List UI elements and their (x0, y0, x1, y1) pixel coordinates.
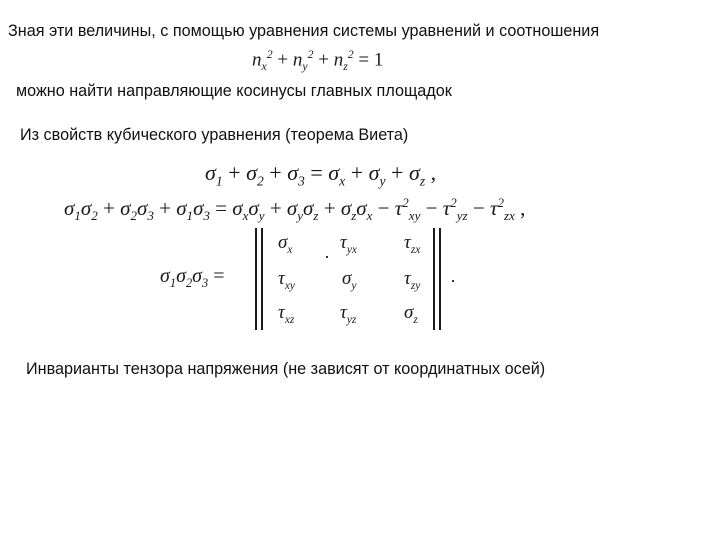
matrix-cell-sigma-x: $\sigma_x$ (278, 232, 293, 256)
artifact-dot (326, 256, 328, 258)
invariants-text: Инварианты тензора напряжения (не зависят от координатных осей) (26, 360, 546, 378)
matrix-cell-tau-yx: $\tau_{yx}$ (340, 232, 357, 256)
determinant-bar-left-inner (261, 228, 263, 330)
normalization-equation: $n_x^2 + n_y^2 + n_z^2 = 1$ (252, 48, 384, 74)
matrix-cell-tau-zx: $\tau_{zx}$ (404, 232, 421, 256)
artifact-dot (452, 280, 454, 282)
matrix-cell-tau-xz: $\tau_{xz}$ (278, 302, 295, 326)
matrix-cell-tau-yz: $\tau_{yz}$ (340, 302, 357, 326)
intro-text: Зная эти величины, с помощью уравнения системы уравнений и соотношения (8, 22, 600, 40)
matrix-cell-sigma-z: $\sigma_z$ (404, 302, 418, 326)
cosines-text: можно найти направляющие косинусы главных площадок (16, 82, 452, 100)
matrix-cell-tau-xy: $\tau_{xy}$ (278, 268, 295, 292)
vieta-text: Из свойств кубического уравнения (теорема Виета) (20, 126, 409, 144)
matrix-cell-tau-zy: $\tau_{zy}$ (404, 268, 421, 292)
matrix-cell-sigma-y: $\sigma_y$ (342, 268, 357, 292)
determinant-bar-left-outer (255, 228, 257, 330)
second-invariant-equation: $\sigma_1\sigma_2 + \sigma_2\sigma_3 + \sigma_1\sigma_3 = \sigma_x\sigma_y + \sigma_y\sigma_z + \sigma_z\sigma_x - \tau^2_{xy} - \tau^2_{yz} - \tau^2_{zx}$ , (64, 195, 526, 224)
third-invariant-lhs: $\sigma_1\sigma_2\sigma_3$ = (160, 265, 225, 290)
determinant-bar-right-inner (433, 228, 435, 330)
determinant-bar-right-outer (439, 228, 441, 330)
first-invariant-equation: $\sigma_1 + \sigma_2 + \sigma_3 = \sigma_x + \sigma_y + \sigma_z$ , (205, 160, 437, 189)
